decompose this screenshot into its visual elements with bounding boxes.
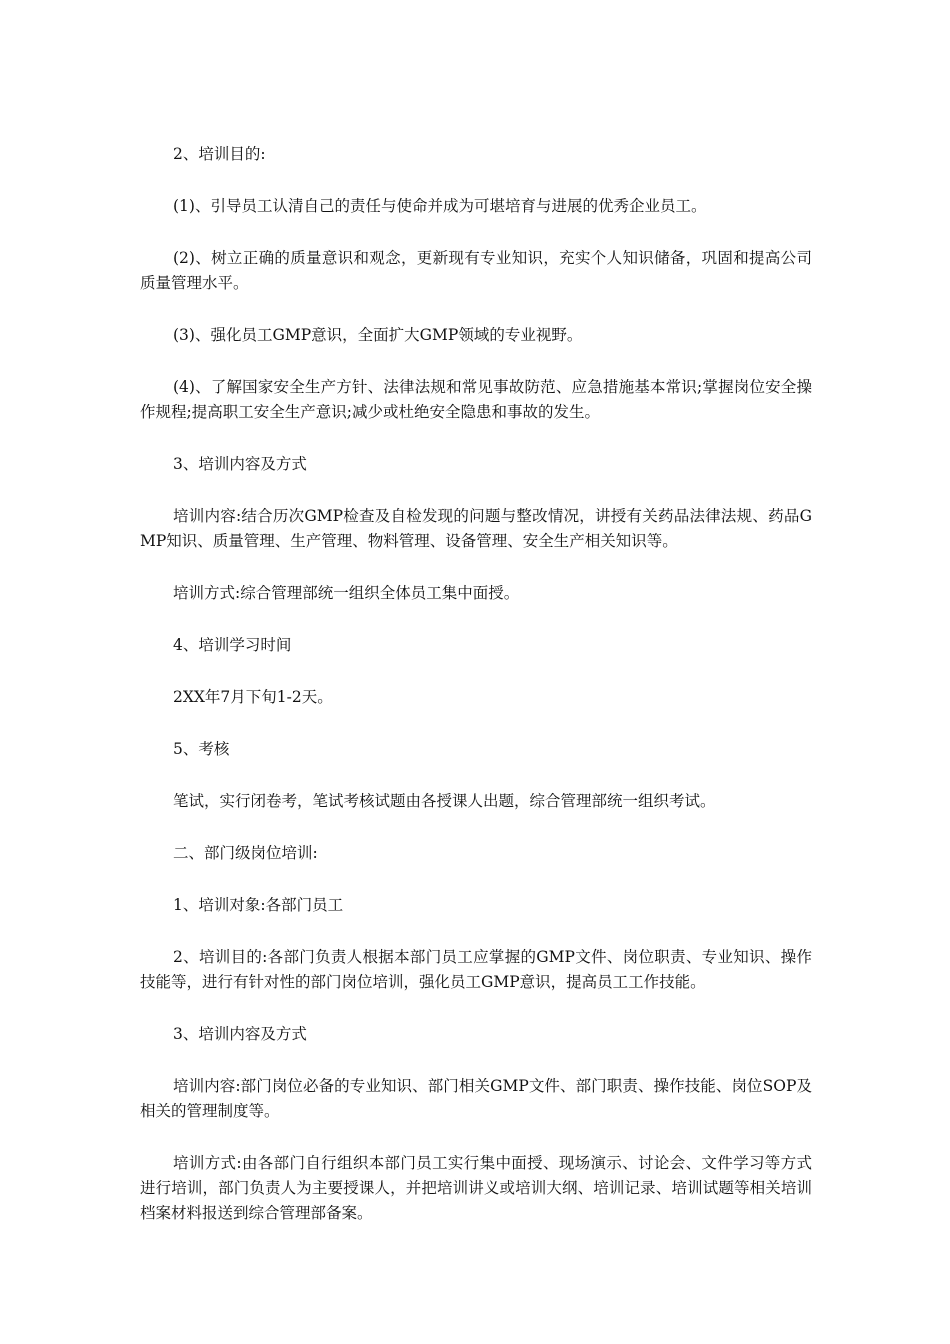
section-heading-assessment: 5、考核 (173, 740, 230, 758)
section-heading-department-training: 二、部门级岗位培训: (173, 844, 318, 862)
department-training-method: 培训方式:由各部门自行组织本部门员工实行集中面授、现场演示、讨论会、文件学习等方式进行培训，部门负责人为主要授课人，并把培训讲义或培训大纲、培训记录、培训试题等相关培训档案材料报送到综合管理部备案。 (140, 1154, 812, 1222)
training-method-paragraph: 培训方式:综合管理部统一组织全体员工集中面授。 (173, 584, 520, 602)
section-heading-training-time: 4、培训学习时间 (173, 636, 292, 654)
purpose-item-1: (1)、引导员工认清自己的责任与使命并成为可堪培育与进展的优秀企业员工。 (173, 197, 707, 215)
document-page (140, 142, 812, 1253)
department-heading-content-method: 3、培训内容及方式 (173, 1025, 307, 1043)
department-training-purpose: 2、培训目的:各部门负责人根据本部门员工应掌握的GMP文件、岗位职责、专业知识、操作技能等，进行有针对性的部门岗位培训，强化员工GMP意识，提高员工工作技能。 (140, 948, 812, 991)
purpose-item-3: (3)、强化员工GMP意识，全面扩大GMP领域的专业视野。 (173, 326, 583, 344)
section-heading-training-purpose: 2、培训目的: (173, 145, 266, 163)
training-time-paragraph: 2XX年7月下旬1-2天。 (173, 688, 333, 706)
department-training-target: 1、培训对象:各部门员工 (173, 896, 344, 914)
department-training-content: 培训内容:部门岗位必备的专业知识、部门相关GMP文件、部门职责、操作技能、岗位SOP及相关的管理制度等。 (140, 1077, 812, 1120)
section-heading-content-method: 3、培训内容及方式 (173, 455, 307, 473)
purpose-item-2: (2)、树立正确的质量意识和观念，更新现有专业知识，充实个人知识储备，巩固和提高公司质量管理水平。 (140, 249, 812, 292)
training-content-paragraph: 培训内容:结合历次GMP检查及自检发现的问题与整改情况，讲授有关药品法律法规、药品GMP知识、质量管理、生产管理、物料管理、设备管理、安全生产相关知识等。 (140, 507, 812, 550)
assessment-paragraph: 笔试，实行闭卷考，笔试考核试题由各授课人出题，综合管理部统一组织考试。 (173, 792, 716, 810)
purpose-item-4: (4)、了解国家安全生产方针、法律法规和常见事故防范、应急措施基本常识;掌握岗位安全操作规程;提高职工安全生产意识;减少或杜绝安全隐患和事故的发生。 (140, 378, 812, 421)
